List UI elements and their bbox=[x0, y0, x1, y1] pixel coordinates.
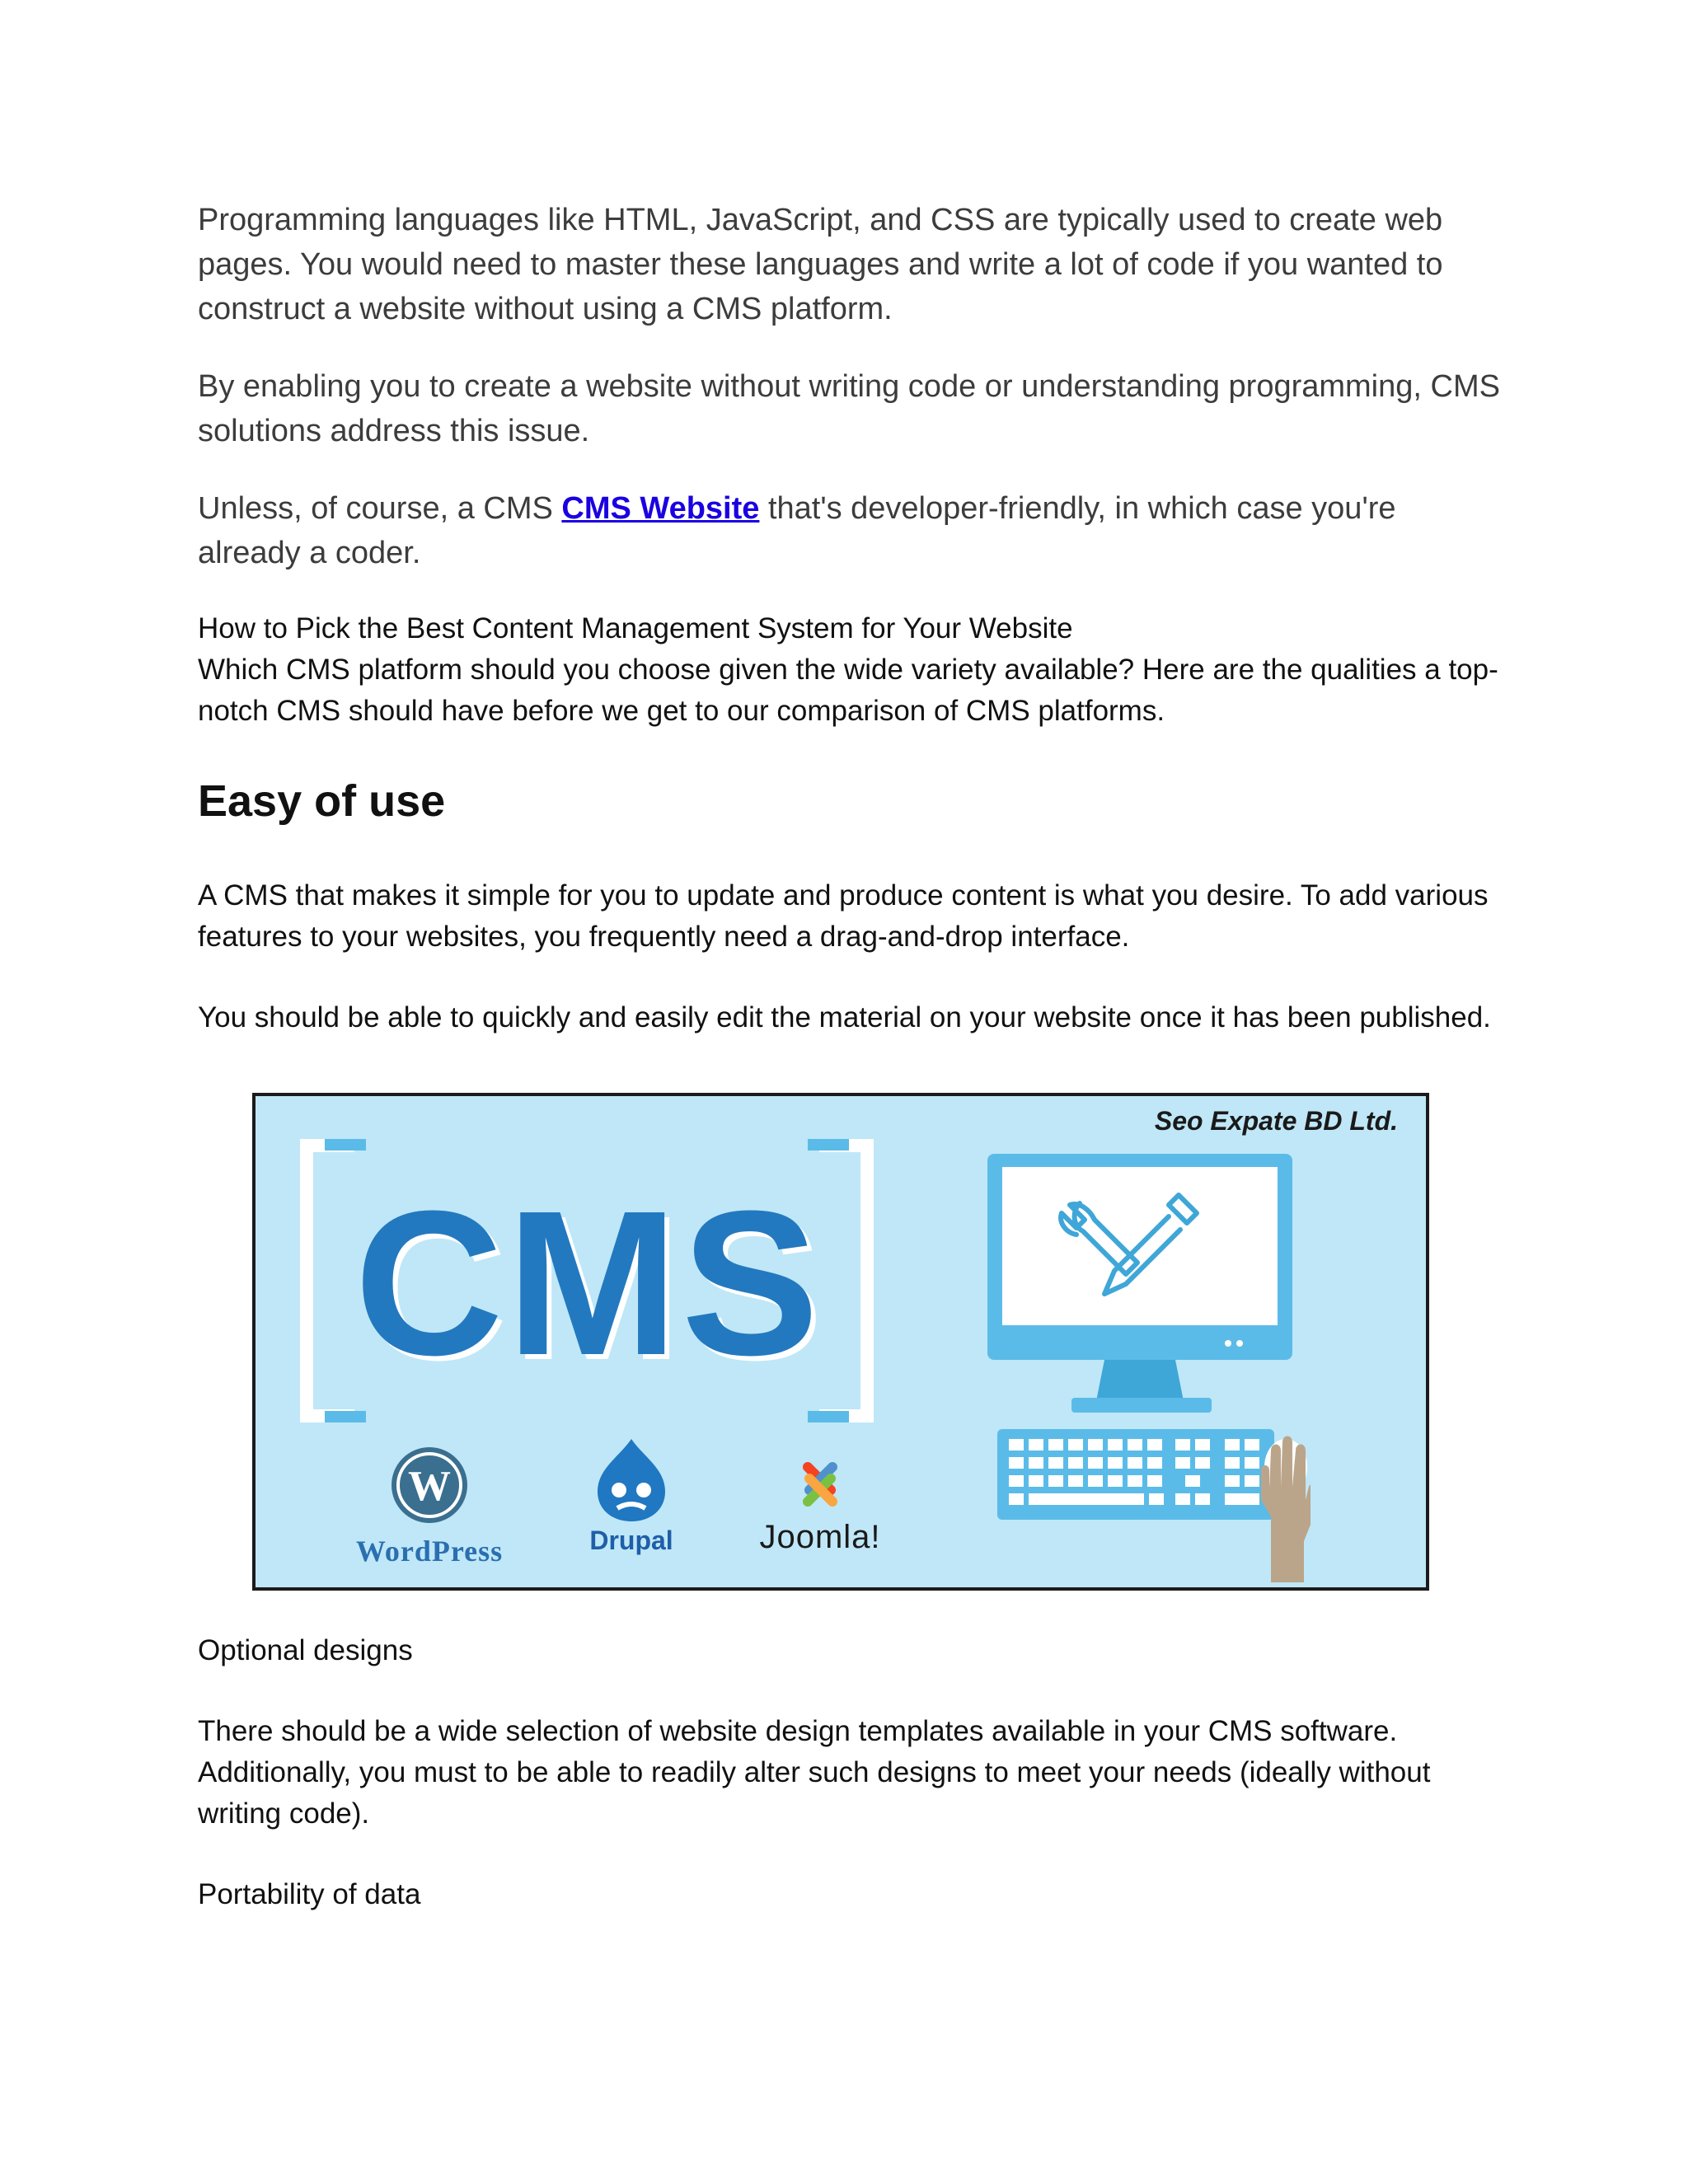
wordpress-logo bbox=[335, 1444, 524, 1568]
unless-text-before: Unless, of course, a CMS bbox=[198, 491, 562, 526]
optional-designs-title: Optional designs bbox=[198, 1634, 413, 1666]
svg-text:W: W bbox=[408, 1463, 451, 1510]
drupal-icon bbox=[586, 1434, 677, 1525]
cms-website-link[interactable]: CMS Website bbox=[561, 491, 760, 526]
intro-paragraph: Programming languages like HTML, JavaScript, and CSS are typically used to create web pages. You would need to master these languages and write a lot of code if you wanted to construct a website without using a CMS platform. bbox=[198, 203, 1443, 326]
cms-banner-image bbox=[252, 1093, 1429, 1591]
computer-illustration bbox=[981, 1154, 1311, 1582]
cms-big-text: CMS bbox=[354, 1168, 823, 1398]
developer-friendly-paragraph bbox=[198, 486, 1500, 575]
pick-cms-title: How to Pick the Best Content Management System for Your Website bbox=[198, 612, 1073, 644]
wordpress-icon bbox=[388, 1444, 471, 1526]
banner-brand: Seo Expate BD Ltd. bbox=[1154, 1106, 1398, 1136]
joomla-icon bbox=[791, 1455, 849, 1513]
easy-use-paragraph-1: A CMS that makes it simple for you to update and produce content is what you desire. To add various features to your websites, you frequently need a drag-and-drop interface. bbox=[198, 879, 1489, 953]
portability-title: Portability of data bbox=[198, 1878, 421, 1910]
easy-use-paragraph-2: You should be able to quickly and easily edit the material on your website once it has been published. bbox=[198, 1001, 1491, 1033]
drupal-label: Drupal bbox=[589, 1526, 673, 1555]
joomla-label: Joomla! bbox=[759, 1519, 881, 1555]
section-heading: Easy of use bbox=[198, 776, 446, 826]
unless-text-after: that's developer-friendly, in which case you're already a coder. bbox=[198, 491, 1396, 570]
wordpress-label: WordPress bbox=[355, 1535, 504, 1568]
optional-designs-paragraph: There should be a wide selection of website design templates available in your CMS software. Additionally, you must to be able to readily alter such designs to meet your needs (ideally without writing code). bbox=[198, 1715, 1431, 1830]
pick-cms-paragraph: Which CMS platform should you choose given the wide variety available? Here are the qualities a top-notch CMS should have before we get to our comparison of CMS platforms. bbox=[198, 654, 1498, 727]
joomla-logo bbox=[734, 1455, 907, 1556]
document-content bbox=[198, 198, 1500, 1915]
drupal-logo bbox=[582, 1434, 681, 1556]
cms-solution-paragraph: By enabling you to create a website without writing code or understanding programming, CMS solutions address this issue. bbox=[198, 369, 1500, 448]
